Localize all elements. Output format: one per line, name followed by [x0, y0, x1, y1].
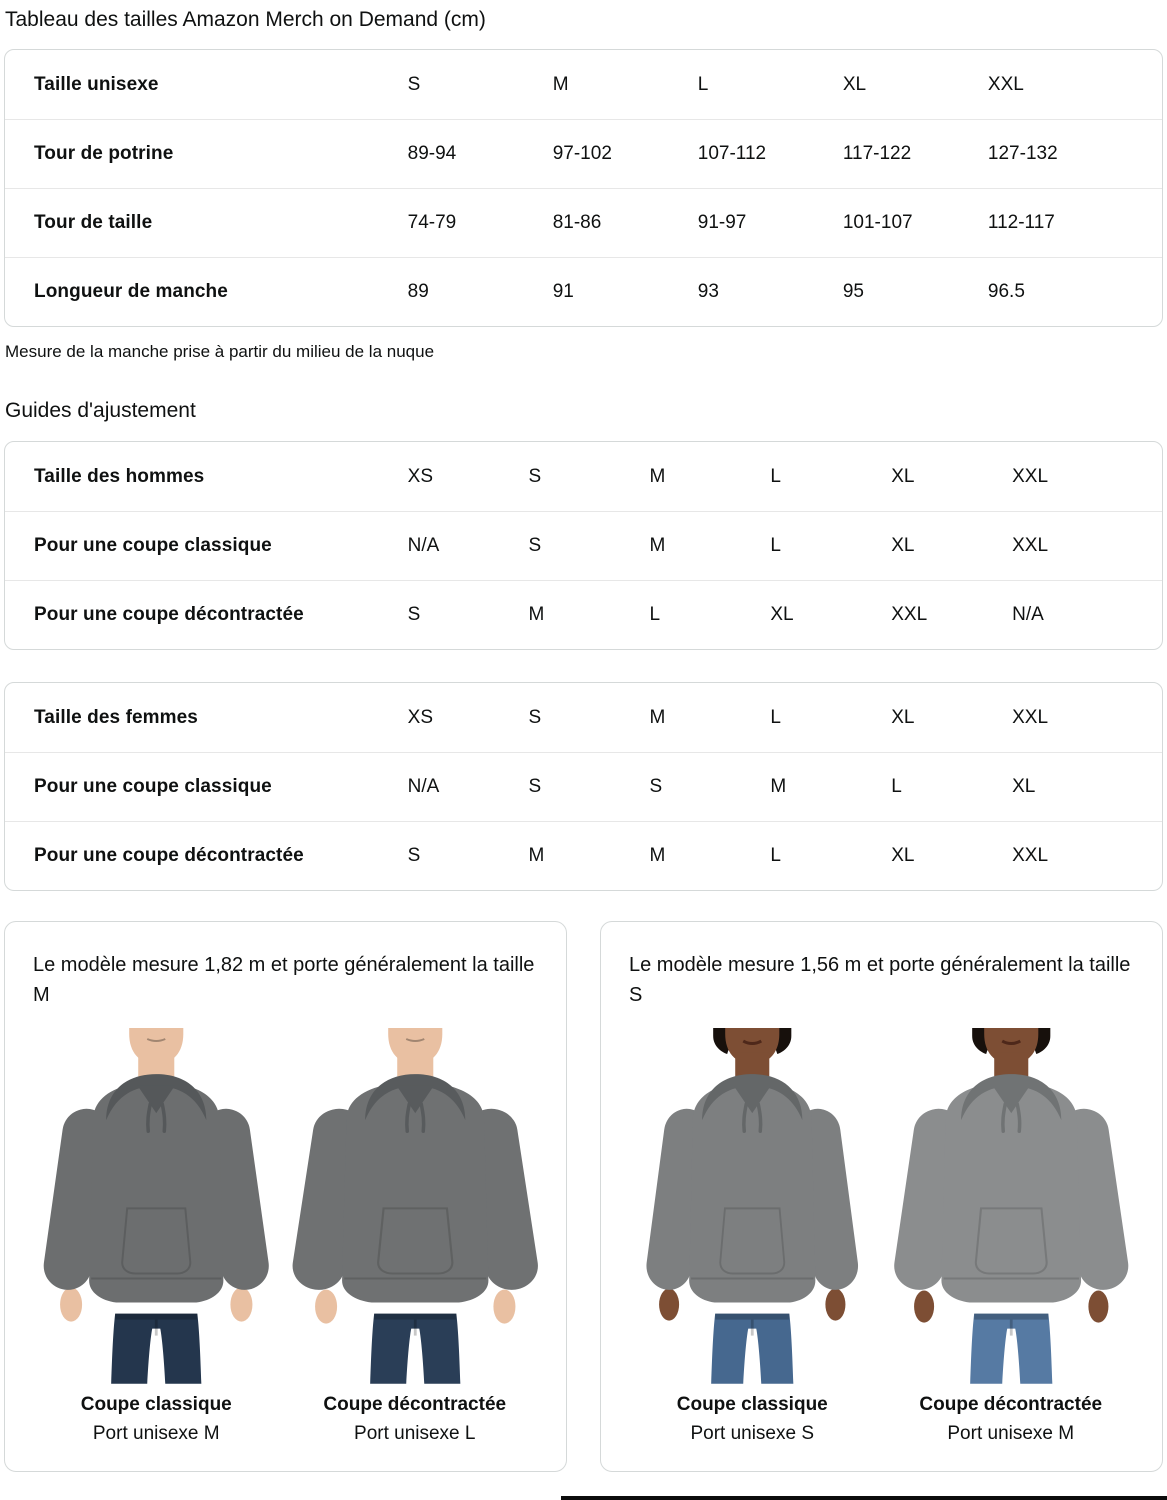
table-row: [5, 188, 1162, 257]
size-cell: 112-117: [987, 212, 1055, 233]
fit-guides-heading: Guides d'ajustement: [5, 399, 196, 422]
model-description: Le modèle mesure 1,82 m et porte généralement la taille M: [33, 954, 535, 1006]
fit-cell: S: [528, 776, 542, 797]
model-figures: [31, 1028, 540, 1445]
male-classic-hoodie-photo: [31, 1028, 282, 1384]
size-cell: 96.5: [987, 281, 1025, 302]
size-cell: 81-86: [552, 212, 602, 233]
fit-cell: M: [528, 604, 545, 625]
fit-cell: XXL: [1012, 845, 1049, 866]
fit-cell: N/A: [407, 776, 440, 797]
fit-cell: S: [407, 604, 421, 625]
fit-cell: XL: [891, 465, 915, 487]
fit-name: Coupe décontractée: [323, 1393, 507, 1415]
row-label: Pour une coupe classique: [34, 535, 272, 556]
fit-cell: M: [649, 706, 666, 728]
fit-cell: N/A: [407, 535, 440, 556]
fit-size: Port unisexe S: [690, 1422, 815, 1444]
model-card-women: [600, 921, 1163, 1472]
size-cell: 117-122: [842, 143, 912, 164]
fit-cell: L: [770, 535, 781, 556]
size-cell: 97-102: [552, 143, 612, 164]
table-row: [5, 50, 1162, 119]
table-row: [5, 752, 1162, 821]
female-classic-hoodie-photo: [627, 1028, 878, 1384]
fit-cell: XL: [891, 706, 915, 728]
model-figures: [627, 1028, 1136, 1445]
size-cell: 127-132: [987, 143, 1058, 164]
fit-cell: XL: [891, 535, 915, 556]
size-cell: 93: [697, 281, 719, 302]
size-cell: 89: [407, 281, 429, 302]
fit-cell: S: [649, 776, 663, 797]
female-relaxed-hoodie-photo: [886, 1028, 1137, 1384]
table-row: [5, 511, 1162, 580]
figure-men-classic: [31, 1028, 282, 1445]
fit-name: Coupe décontractée: [919, 1393, 1103, 1415]
fit-size: Port unisexe M: [947, 1422, 1075, 1444]
size-cell: XXL: [987, 73, 1024, 95]
screenshot-edge-artifact: [561, 1496, 1167, 1500]
row-label: Pour une coupe classique: [34, 776, 272, 797]
table-row: [5, 580, 1162, 649]
fit-cell: L: [770, 465, 781, 487]
row-label: Pour une coupe décontractée: [34, 845, 304, 866]
model-description: Le modèle mesure 1,56 m et porte généralement la taille S: [629, 954, 1131, 1006]
size-cell: 107-112: [697, 143, 767, 164]
size-table: [4, 49, 1163, 327]
figure-men-relaxed: [290, 1028, 541, 1445]
row-label: Tour de potrine: [34, 143, 174, 164]
size-cell: 89-94: [407, 143, 457, 164]
size-cell: 101-107: [842, 212, 913, 233]
fit-cell: S: [528, 535, 542, 556]
fit-cell: L: [770, 845, 781, 866]
table-row: [5, 683, 1162, 752]
fit-cell: S: [407, 845, 421, 866]
fit-cell: XXL: [1012, 706, 1049, 728]
fit-cell: XL: [770, 604, 794, 625]
table-row: [5, 442, 1162, 511]
fit-cell: XS: [407, 706, 434, 728]
table-row: [5, 821, 1162, 890]
table-row: [5, 119, 1162, 188]
fit-cell: XL: [891, 845, 915, 866]
fit-cell: XXL: [1012, 465, 1049, 487]
fit-name: Coupe classique: [676, 1393, 828, 1415]
size-cell: S: [407, 73, 421, 95]
size-cell: 74-79: [407, 212, 457, 233]
row-label: Longueur de manche: [34, 281, 228, 302]
fit-cell: XS: [407, 465, 434, 487]
row-label: Tour de taille: [34, 212, 153, 233]
fit-cell: XL: [1012, 776, 1036, 797]
row-label: Taille des hommes: [34, 465, 205, 487]
fit-cell: L: [891, 776, 902, 797]
size-cell: L: [697, 73, 709, 95]
figure-women-classic: [627, 1028, 878, 1445]
fit-cell: M: [649, 845, 666, 866]
fit-cell: N/A: [1012, 604, 1044, 625]
men-fit-table: [4, 441, 1163, 650]
fit-cell: L: [770, 706, 781, 728]
male-relaxed-hoodie-photo: [290, 1028, 541, 1384]
women-fit-table: [4, 682, 1163, 891]
fit-cell: L: [649, 604, 661, 625]
fit-cell: M: [528, 845, 545, 866]
fit-cell: M: [770, 776, 787, 797]
page-title: Tableau des tailles Amazon Merch on Demand (cm): [5, 8, 486, 31]
fit-name: Coupe classique: [80, 1393, 232, 1415]
size-cell: 91: [552, 281, 574, 302]
row-label: Pour une coupe décontractée: [34, 604, 304, 625]
fit-size: Port unisexe M: [92, 1422, 220, 1444]
size-cell: M: [552, 73, 569, 95]
table-row: [5, 257, 1162, 326]
row-label: Taille unisexe: [34, 73, 159, 95]
size-cell: XL: [842, 73, 867, 95]
figure-women-relaxed: [886, 1028, 1137, 1445]
row-label: Taille des femmes: [34, 706, 198, 728]
sleeve-measure-note: Mesure de la manche prise à partir du milieu de la nuque: [5, 342, 435, 361]
size-cell: 95: [842, 281, 864, 302]
model-card-men: [4, 921, 567, 1472]
size-cell: 91-97: [697, 212, 747, 233]
fit-cell: S: [528, 706, 542, 728]
fit-cell: M: [649, 465, 666, 487]
fit-cell: S: [528, 465, 542, 487]
fit-size: Port unisexe L: [354, 1422, 476, 1444]
fit-cell: M: [649, 535, 666, 556]
model-cards: [4, 921, 1163, 1472]
fit-cell: XXL: [1012, 535, 1049, 556]
fit-cell: XXL: [891, 604, 928, 625]
